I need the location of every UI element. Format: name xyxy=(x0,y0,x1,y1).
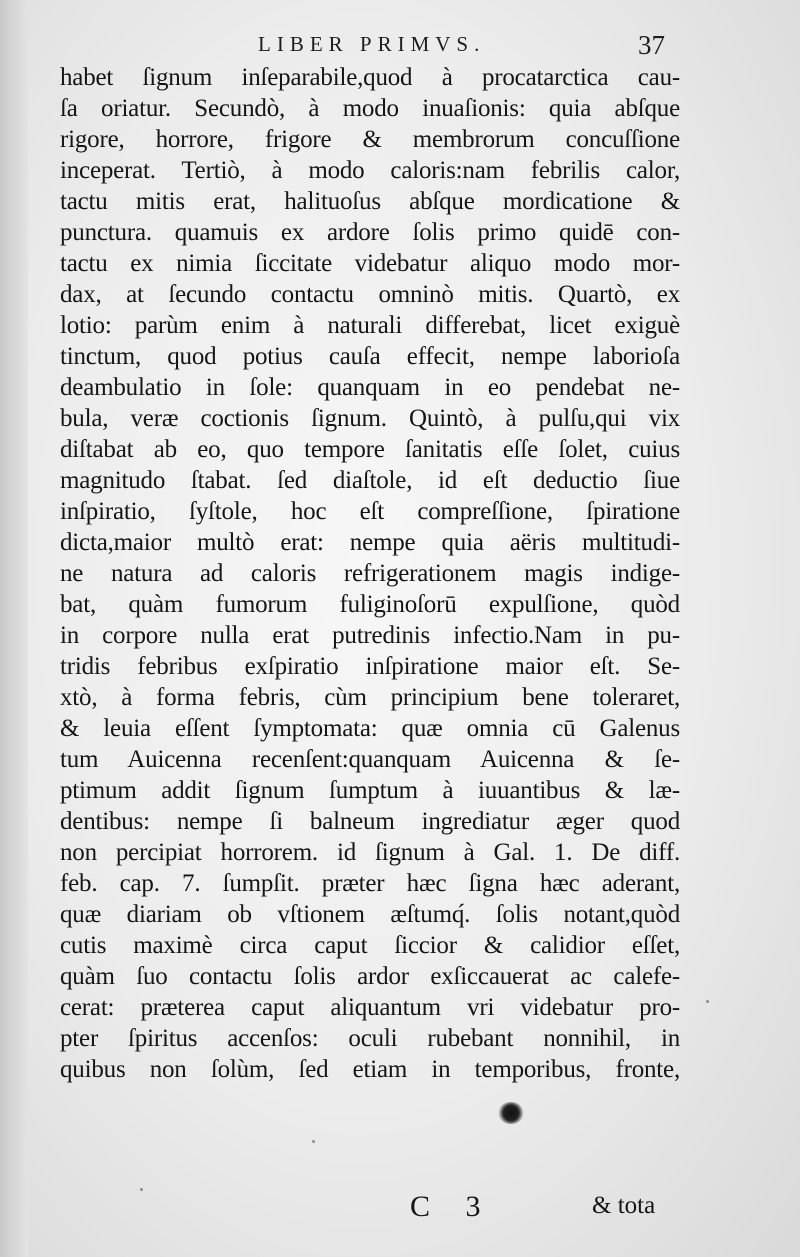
catchword: & tota xyxy=(592,1192,656,1219)
running-title: LIBER PRIMVS. xyxy=(258,32,486,56)
text-line: magnitudo ſtabat. ſed diaſtole, id eſt deductio ſiue xyxy=(60,467,680,494)
text-line: lotio: parùm enim à naturali differebat, licet exiguè xyxy=(60,312,680,339)
text-line: inceperat. Tertiò, à modo caloris:nam febrilis calor, xyxy=(60,157,680,184)
page-number: 37 xyxy=(638,30,665,60)
text-line: & leuia eſſent ſymptomata: quæ omnia cū Galenus xyxy=(60,715,680,742)
text-line: punctura. quamuis ex ardore ſolis primo quidē con- xyxy=(60,219,680,246)
text-line: xtò, à forma febris, cùm principium bene toleraret, xyxy=(60,684,680,711)
signature-mark: C 3 xyxy=(410,1190,495,1223)
ink-speck xyxy=(140,1188,143,1191)
text-line: deambulatio in ſole: quanquam in eo pendebat ne- xyxy=(60,374,680,401)
body-text xyxy=(60,62,680,1085)
ink-blot xyxy=(498,1102,524,1124)
page-gutter-shadow xyxy=(0,0,28,1257)
text-line: diſtabat ab eo, quo tempore ſanitatis eſſe ſolet, cuius xyxy=(60,436,680,463)
text-line: cutis maximè circa caput ſiccior & calidior eſſet, xyxy=(60,932,680,959)
text-line: quàm ſuo contactu ſolis ardor exſiccauerat ac calefe- xyxy=(60,963,680,990)
text-line: in corpore nulla erat putredinis infectio.Nam in pu- xyxy=(60,622,680,649)
text-line: inſpiratio, ſyſtole, hoc eſt compreſſione, ſpiratione xyxy=(60,498,680,525)
text-line: tinctum, quod potius cauſa effecit, nempe laborioſa xyxy=(60,343,680,370)
text-line: quæ diariam ob vſtionem æſtumq́. ſolis notant,quòd xyxy=(60,901,680,928)
text-line: dentibus: nempe ſi balneum ingrediatur æger quod xyxy=(60,808,680,835)
text-line: pter ſpiritus accenſos: oculi rubebant nonnihil, in xyxy=(60,1025,680,1052)
text-line: ne natura ad caloris refrigerationem magis indige- xyxy=(60,560,680,587)
text-line: non percipiat horrorem. id ſignum à Gal. 1. De diff. xyxy=(60,839,680,866)
ink-speck xyxy=(312,1140,315,1143)
text-line: dax, at ſecundo contactu omninò mitis. Quartò, ex xyxy=(60,281,680,308)
text-line: rigore, horrore, frigore & membrorum concuſſione xyxy=(60,126,680,153)
text-line: ſa oriatur. Secundò, à modo inuaſionis: quia abſque xyxy=(60,95,680,122)
text-line: feb. cap. 7. ſumpſit. præter hæc ſigna hæc aderant, xyxy=(60,870,680,897)
text-line: ptimum addit ſignum ſumptum à iuuantibus & læ- xyxy=(60,777,680,804)
text-line: bat, quàm fumorum fuliginoſorū expulſione, quòd xyxy=(60,591,680,618)
text-line: tridis febribus exſpiratio inſpiratione maior eſt. Se- xyxy=(60,653,680,680)
text-line: cerat: præterea caput aliquantum vri videbatur pro- xyxy=(60,994,680,1021)
show-through-margin-note xyxy=(682,1068,800,1208)
footer-line xyxy=(0,1190,800,1224)
text-line: tactu ex nimia ſiccitate videbatur aliquo modo mor- xyxy=(60,250,680,277)
text-line: quibus non ſolùm, ſed etiam in temporibus, fronte, xyxy=(60,1056,680,1083)
text-line: tum Auicenna recenſent:quanquam Auicenna & ſe- xyxy=(60,746,680,773)
running-head xyxy=(0,30,800,60)
ink-speck xyxy=(706,1000,709,1003)
text-line: bula, veræ coctionis ſignum. Quintò, à pulſu,qui vix xyxy=(60,405,680,432)
text-line: dicta,maior multò erat: nempe quia aëris multitudi- xyxy=(60,529,680,556)
text-line: tactu mitis erat, halituoſus abſque mordicatione & xyxy=(60,188,680,215)
text-line: habet ſignum inſeparabile,quod à procatarctica cau- xyxy=(60,64,680,91)
